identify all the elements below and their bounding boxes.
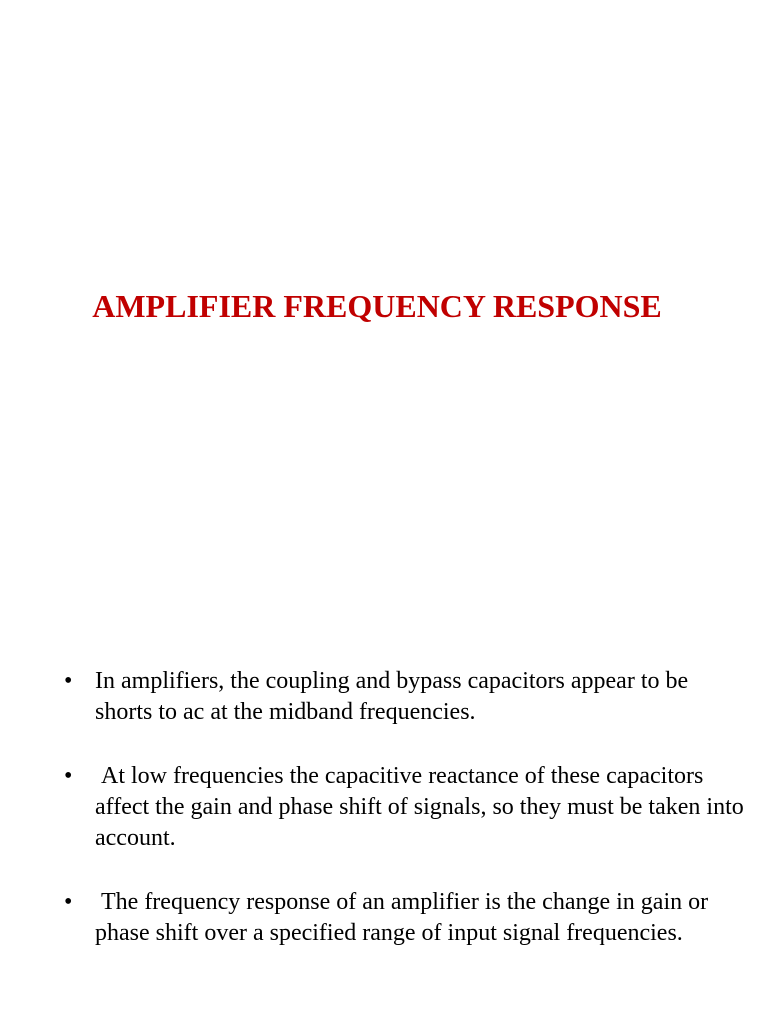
bullet-dot-icon: •	[64, 763, 73, 789]
bullet-dot-icon: •	[64, 889, 73, 915]
bullet-item	[64, 761, 750, 854]
bullet-list	[64, 666, 750, 949]
bullet-item	[64, 666, 744, 728]
bullet-item	[64, 887, 744, 949]
bullet-dot-icon: •	[64, 668, 73, 694]
bullet-text: At low frequencies the capacitive reactance of these capacitors affect the gain and phase shift of signals, so they must be taken into account.	[95, 763, 750, 851]
bullet-text: The frequency response of an amplifier is the change in gain or phase shift over a specified range of input signal frequencies.	[95, 889, 715, 946]
bullet-text: In amplifiers, the coupling and bypass capacitors appear to be shorts to ac at the midband frequencies.	[95, 668, 695, 725]
slide-title: AMPLIFIER FREQUENCY RESPONSE	[92, 288, 662, 324]
